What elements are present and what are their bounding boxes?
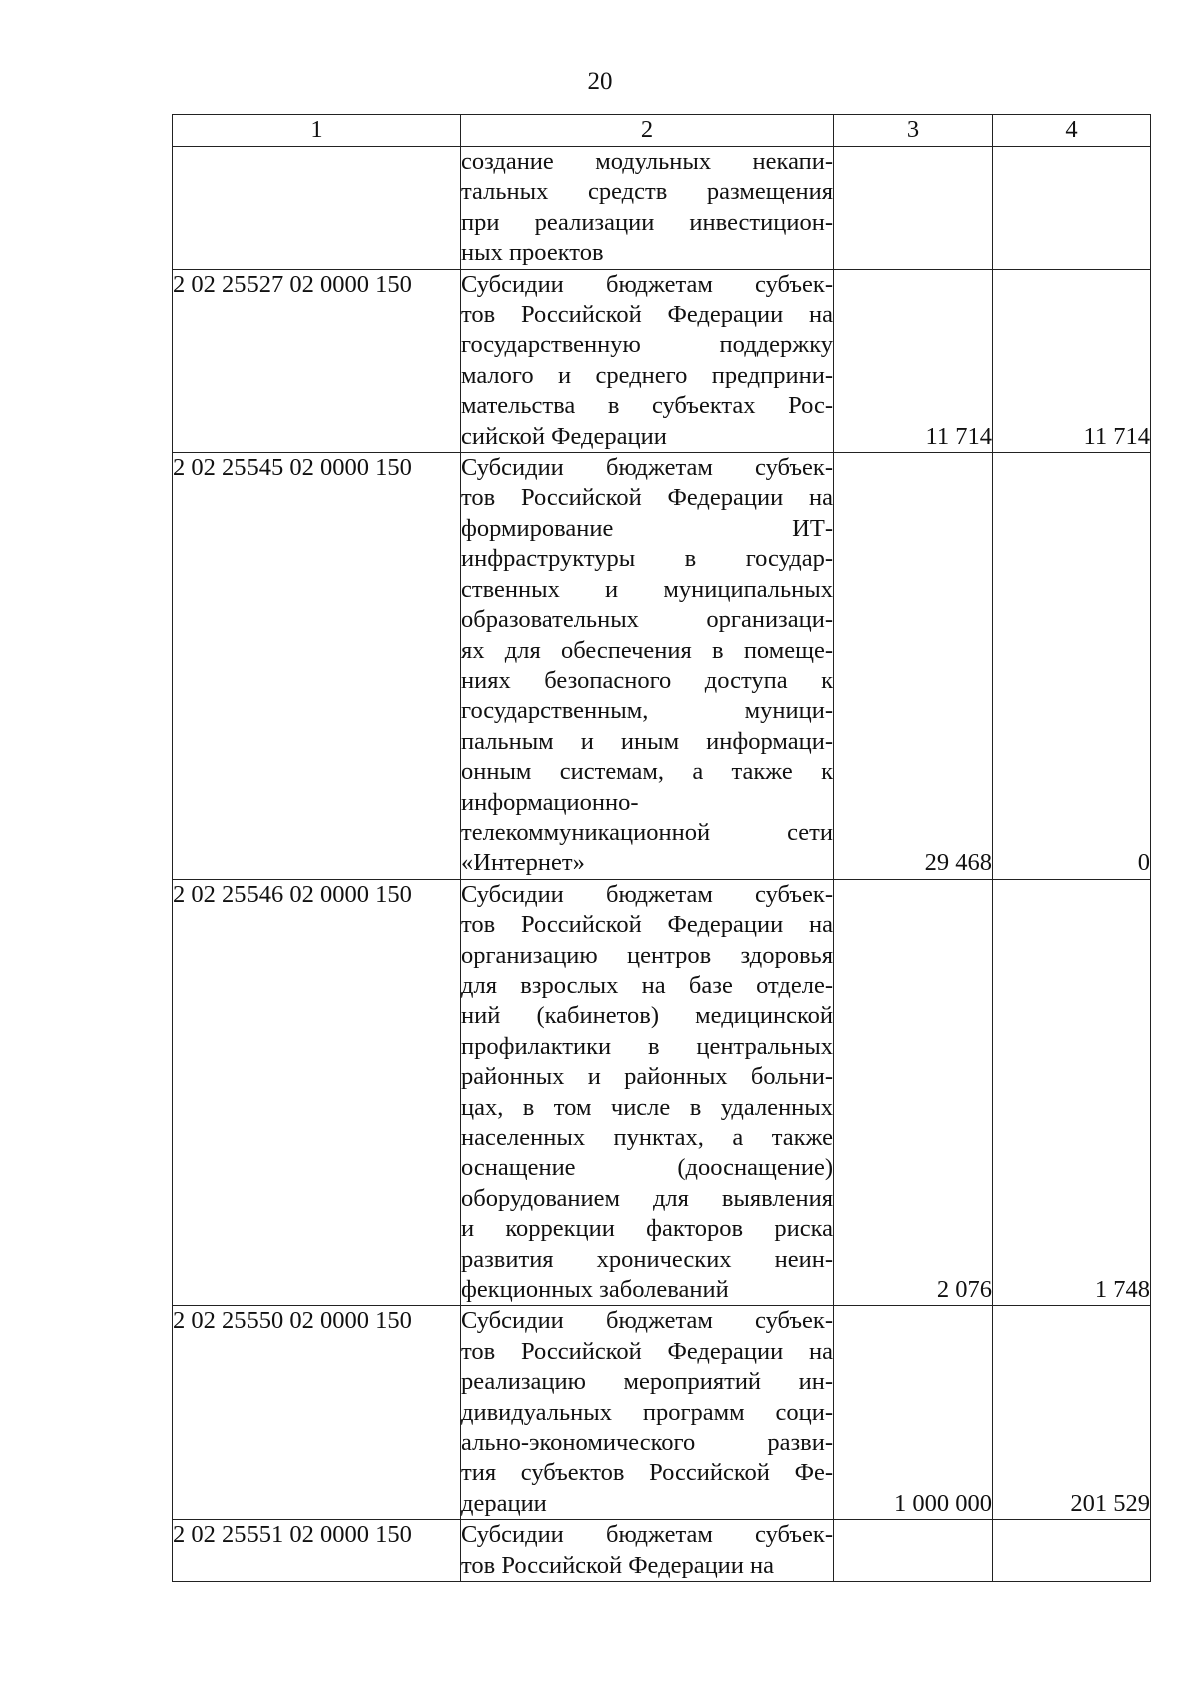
description-line: реализацию мероприятий ин- [461,1368,833,1396]
description-line: ний (кабинетов) медицинской [461,1002,833,1030]
description-line: пальным и иным информаци- [461,727,833,755]
description-line: Субсидии бюджетам субъек- [461,880,833,908]
description-line: тов Российской Федерации на [461,301,833,329]
description-line: телекоммуникационной сети [461,818,833,846]
table-row [173,147,1151,270]
amount-col3-cell [834,1520,993,1582]
description-line: государственным, муници- [461,697,833,725]
description-cell [461,1306,834,1520]
table-row [173,453,1151,880]
table-row [173,879,1151,1306]
description-line: ально-экономического разви- [461,1429,833,1457]
budget-code-cell: 2 02 25551 02 0000 150 [173,1520,461,1582]
column-header-4: 4 [993,115,1151,147]
description-line: сийской Федерации [461,422,667,450]
description-line: при реализации инвестицион- [461,208,833,236]
description-line: тов Российской Федерации на [461,1551,775,1579]
description-line: ственных и муниципальных [461,575,833,603]
header-row [173,115,1151,147]
description-line: малого и среднего предприни- [461,361,833,389]
description-line: Субсидии бюджетам субъек- [461,454,833,482]
description-line: ях для обеспечения в помеще- [461,636,833,664]
budget-code-cell [173,147,461,270]
description-line: мательства в субъектах Рос- [461,392,833,420]
description-line: онным системам, а также к [461,758,833,786]
description-line: ниях безопасного доступа к [461,666,833,694]
description-line: дивидуальных программ соци- [461,1398,833,1426]
description-line: и коррекции факторов риска [461,1215,833,1243]
description-line: создание модульных некапи- [461,148,833,175]
amount-col4-cell [993,1520,1151,1582]
amount-col4-cell: 11 714 [993,269,1151,452]
description-line: фекционных заболеваний [461,1276,729,1304]
description-line: оснащение (дооснащение) [461,1154,833,1182]
page-number: 20 [587,68,613,95]
description-line: информационно- [461,788,639,816]
description-line: инфраструктуры в государ- [461,545,833,573]
column-header-2: 2 [461,115,834,147]
description-line: для взрослых на базе отделе- [461,971,833,999]
description-cell [461,879,834,1306]
column-header-3: 3 [834,115,993,147]
description-line: Субсидии бюджетам субъек- [461,1521,833,1549]
description-line: государственную поддержку [461,331,833,359]
description-cell [461,453,834,880]
description-line: тальных средств размещения [461,178,833,206]
description-line: тов Российской Федерации на [461,1337,833,1365]
description-line: ных проектов [461,239,604,267]
description-line: тия субъектов Российской Фе- [461,1459,833,1487]
amount-col3-cell: 29 468 [834,453,993,880]
table-row [173,269,1151,452]
budget-code-cell: 2 02 25546 02 0000 150 [173,879,461,1306]
description-line: оборудованием для выявления [461,1184,833,1212]
amount-col4-cell: 1 748 [993,879,1151,1306]
amount-col4-cell: 201 529 [993,1306,1151,1520]
description-line: цах, в том числе в удаленных [461,1093,833,1121]
description-line: формирование ИТ- [461,514,833,542]
description-line: дерации [461,1489,547,1517]
description-line: «Интернет» [461,849,585,877]
amount-col3-cell: 2 076 [834,879,993,1306]
description-line: образовательных организаци- [461,606,833,634]
description-cell [461,269,834,452]
description-line: развития хронических неин- [461,1245,833,1273]
amount-col3-cell: 11 714 [834,269,993,452]
amount-col4-cell: 0 [993,453,1151,880]
amount-col3-cell: 1 000 000 [834,1306,993,1520]
description-cell [461,1520,834,1582]
description-cell [461,147,834,270]
description-line: тов Российской Федерации на [461,484,833,512]
column-header-1: 1 [173,115,461,147]
description-line: организацию центров здоровья [461,941,833,969]
budget-code-cell: 2 02 25545 02 0000 150 [173,453,461,880]
amount-col4-cell [993,147,1151,270]
description-line: районных и районных больни- [461,1063,833,1091]
description-line: Субсидии бюджетам субъек- [461,270,833,298]
table-row [173,1306,1151,1520]
description-line: тов Российской Федерации на [461,911,833,939]
description-line: Субсидии бюджетам субъек- [461,1307,833,1335]
budget-code-cell: 2 02 25527 02 0000 150 [173,269,461,452]
budget-table [172,114,1151,1582]
description-line: населенных пунктах, а также [461,1124,833,1151]
amount-col3-cell [834,147,993,270]
table-row [173,1520,1151,1582]
budget-code-cell: 2 02 25550 02 0000 150 [173,1306,461,1520]
description-line: профилактики в центральных [461,1032,833,1060]
